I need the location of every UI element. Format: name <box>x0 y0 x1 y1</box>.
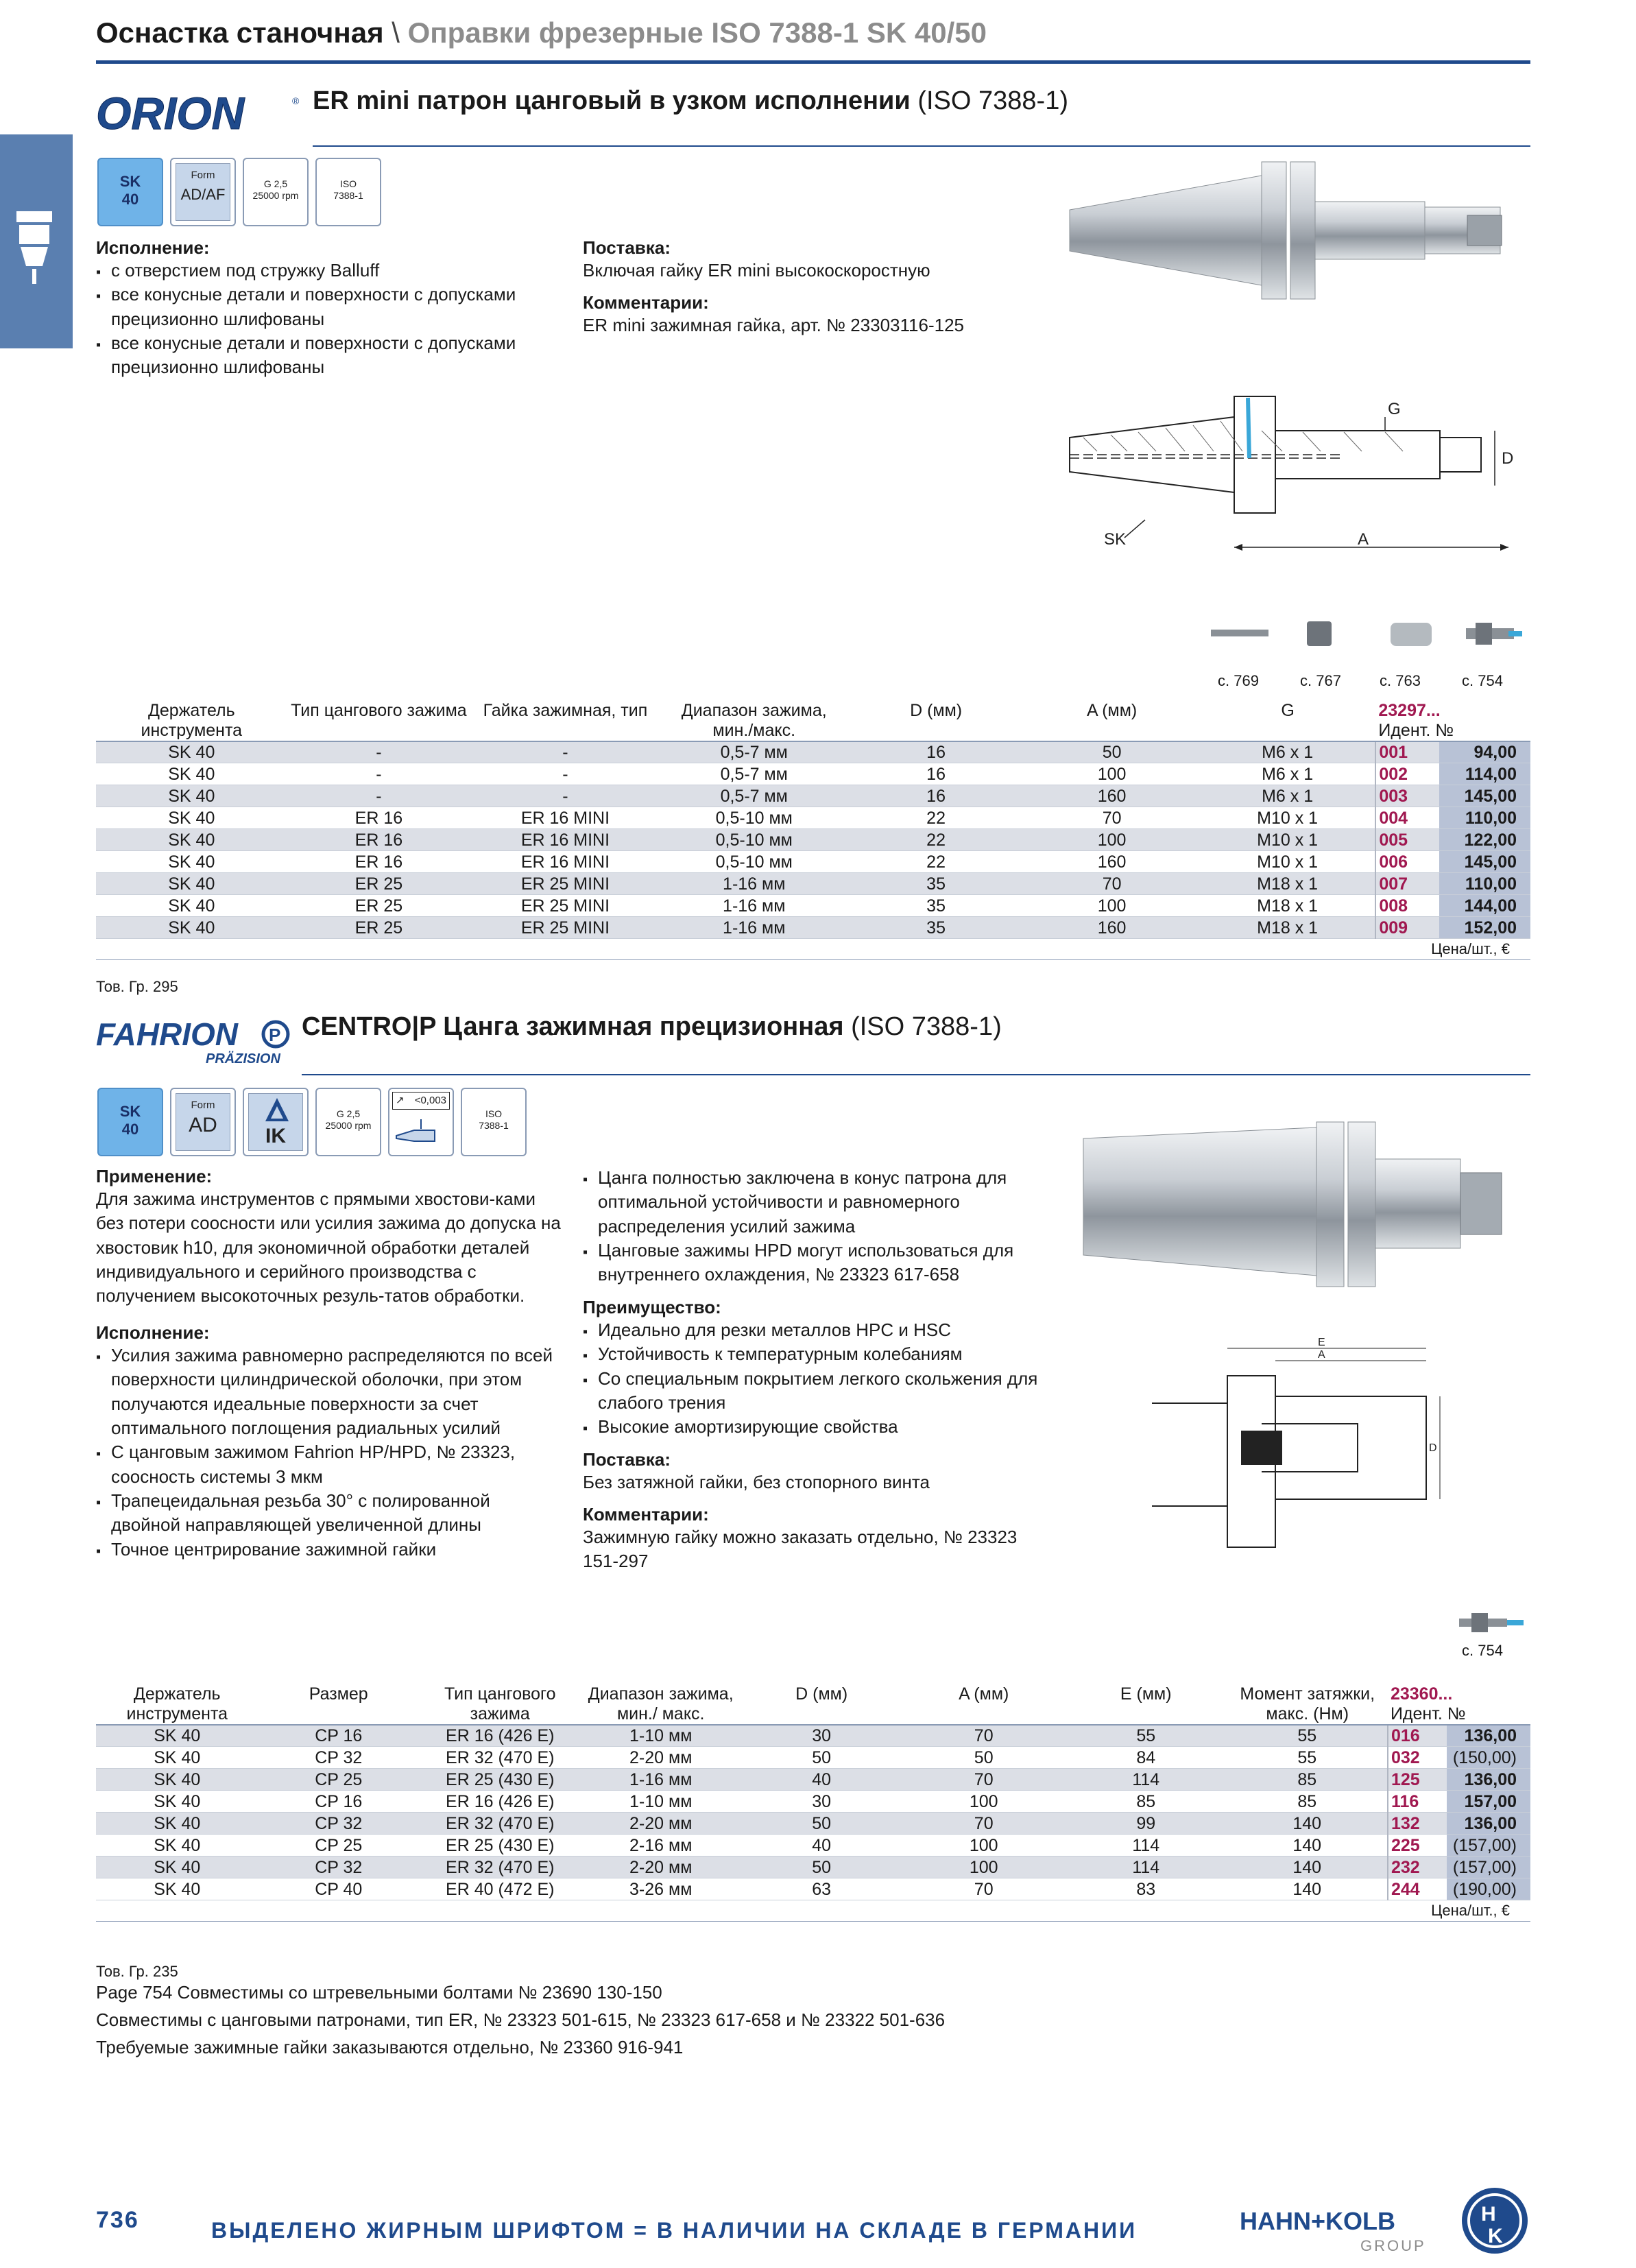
table-cell: 63 <box>741 1878 903 1900</box>
table-cell: CP 25 <box>258 1769 419 1791</box>
table-cell: - <box>470 763 660 785</box>
design-item: ▪ с отверстием под стружку Balluff <box>96 259 562 283</box>
table-cell: 16 <box>848 763 1024 785</box>
article-code: 008 <box>1375 895 1439 917</box>
table-cell: M18 x 1 <box>1200 917 1376 939</box>
table-cell: 50 <box>741 1857 903 1878</box>
table-cell: 84 <box>1065 1747 1227 1769</box>
header-subcategory: Оправки фрезерные ISO 7388-1 SK 40/50 <box>407 16 987 49</box>
table-cell: 70 <box>902 1769 1065 1791</box>
table-cell: SK 40 <box>96 807 287 829</box>
table-cell: 22 <box>848 851 1024 873</box>
accessory-thumbnails <box>1207 614 1529 656</box>
table-row <box>96 1747 1530 1769</box>
section2-table <box>96 1680 1530 1922</box>
col-nut-type: Гайка зажимная, тип <box>470 697 660 741</box>
table-cell: 100 <box>1024 763 1200 785</box>
coolant-icon <box>249 1094 305 1125</box>
page-header <box>96 16 987 49</box>
article-code: 004 <box>1375 807 1439 829</box>
er-mini-chuck-photo <box>1056 148 1529 313</box>
accessory-ref-4[interactable]: с. 754 <box>1462 672 1503 689</box>
table-cell: CP 25 <box>258 1835 419 1857</box>
table-cell: 1-10 мм <box>581 1725 741 1747</box>
table-cell: SK 40 <box>96 1725 258 1747</box>
table-cell: 2-16 мм <box>581 1835 741 1857</box>
price-cell: 152,00 <box>1439 917 1530 939</box>
table-cell: SK 40 <box>96 873 287 895</box>
pull-stud-thumbnail <box>1456 1609 1532 1636</box>
group-wordmark: GROUP <box>1360 2237 1426 2254</box>
svg-text:ORION: ORION <box>96 91 245 137</box>
table-cell: 85 <box>1227 1791 1387 1813</box>
svg-text:E: E <box>1318 1337 1325 1348</box>
sk40-symbol: SK 40 <box>97 1088 163 1156</box>
table-cell: ER 16 <box>287 829 471 851</box>
price-cell: 145,00 <box>1439 851 1530 873</box>
table-cell: SK 40 <box>96 851 287 873</box>
price-note: Цена/шт., € <box>96 939 1530 960</box>
price-cell: (190,00) <box>1447 1878 1530 1900</box>
col-e: E (мм) <box>1065 1680 1227 1725</box>
fahrion-logo <box>96 1015 295 1067</box>
table-cell: SK 40 <box>96 895 287 917</box>
col-holder: Держатель инструмента <box>96 1680 258 1725</box>
table-cell: 70 <box>1024 873 1200 895</box>
table-row <box>96 895 1530 917</box>
table-cell: 55 <box>1227 1747 1387 1769</box>
article-code: 225 <box>1388 1835 1447 1857</box>
col-a: A (мм) <box>1024 697 1200 741</box>
table-cell: ER 16 (426 E) <box>419 1791 581 1813</box>
table-row <box>96 829 1530 851</box>
table-cell: 160 <box>1024 917 1200 939</box>
accessory-ref-3[interactable]: с. 763 <box>1380 672 1421 689</box>
col-id: 23360... Идент. № <box>1388 1680 1530 1725</box>
hahn-kolb-wordmark: HAHN+KOLB <box>1240 2207 1396 2235</box>
col-torque: Момент затяжки, макс. (Нм) <box>1227 1680 1387 1725</box>
delivery-title: Поставка: <box>583 1448 671 1470</box>
table-cell: ER 32 (470 E) <box>419 1813 581 1835</box>
table-row <box>96 1813 1530 1835</box>
table-cell: ER 16 <box>287 807 471 829</box>
feature-item: ▪ Цанговые зажимы HPD могут использоваться для внутреннего охлаждения, № 23323 617-658 <box>583 1239 1049 1287</box>
table-cell: M10 x 1 <box>1200 807 1376 829</box>
table-footer <box>96 1900 1530 1922</box>
article-code: 007 <box>1375 873 1439 895</box>
table-cell: M6 x 1 <box>1200 785 1376 807</box>
table-cell: SK 40 <box>96 741 287 763</box>
table-cell: SK 40 <box>96 1769 258 1791</box>
table-row <box>96 807 1530 829</box>
table-cell: 0,5-7 мм <box>660 763 848 785</box>
table-cell: 50 <box>1024 741 1200 763</box>
table-cell: M10 x 1 <box>1200 829 1376 851</box>
section2-left-text <box>96 1166 562 1562</box>
table-cell: 100 <box>1024 895 1200 917</box>
article-code: 009 <box>1375 917 1439 939</box>
header-separator: \ <box>392 16 400 49</box>
table-cell: 16 <box>848 785 1024 807</box>
table-cell: 0,5-7 мм <box>660 785 848 807</box>
design-title: Исполнение: <box>96 237 210 258</box>
section2-group: Тов. Гр. 235 <box>96 1963 178 1980</box>
table-cell: M6 x 1 <box>1200 763 1376 785</box>
table-cell: 50 <box>741 1813 903 1835</box>
table-cell: ER 16 MINI <box>470 851 660 873</box>
table-cell: - <box>470 785 660 807</box>
table-cell: CP 16 <box>258 1725 419 1747</box>
note-line: Page 754 Совместимы со штревельными болтами № 23690 130-150 <box>96 1982 662 2003</box>
form-symbol: Form AD/AF <box>170 158 236 226</box>
table-cell: 100 <box>902 1835 1065 1857</box>
note-line: Требуемые зажимные гайки заказываются отдельно, № 23360 916-941 <box>96 2037 684 2057</box>
table-row <box>96 785 1530 807</box>
table-cell: 40 <box>741 1835 903 1857</box>
table-cell: 50 <box>741 1747 903 1769</box>
price-cell: 114,00 <box>1439 763 1530 785</box>
table-cell: 1-10 мм <box>581 1791 741 1813</box>
iso-symbol: ISO 7388-1 <box>315 158 381 226</box>
table-row <box>96 1878 1530 1900</box>
table-cell: SK 40 <box>96 1747 258 1769</box>
table-cell: 0,5-10 мм <box>660 851 848 873</box>
article-code: 125 <box>1388 1769 1447 1791</box>
table-cell: 160 <box>1024 785 1200 807</box>
col-range: Диапазон зажима, мин./макс. <box>660 697 848 741</box>
table-row <box>96 1835 1530 1857</box>
table-cell: 55 <box>1227 1725 1387 1747</box>
col-collet-type: Тип цангового зажима <box>287 697 471 741</box>
stock-note: ВЫДЕЛЕНО ЖИРНЫМ ШРИФТОМ = В НАЛИЧИИ НА СКЛАДЕ В ГЕРМАНИИ <box>211 2218 1138 2243</box>
svg-text:D: D <box>1502 449 1514 468</box>
section1-table <box>96 697 1530 960</box>
col-a: A (мм) <box>902 1680 1065 1725</box>
table-cell: ER 25 (430 E) <box>419 1835 581 1857</box>
table-cell: ER 32 (470 E) <box>419 1857 581 1878</box>
design-item: ▪ Усилия зажима равномерно распределяются по всей поверхности цилиндрической оболочки, при этом получаются идеальные поверхности за счет оптимального поглощения радиальных усилий <box>96 1344 562 1440</box>
price-cell: 136,00 <box>1447 1769 1530 1791</box>
accessory-ref[interactable]: с. 754 <box>1462 1642 1503 1659</box>
table-cell: 100 <box>902 1857 1065 1878</box>
table-cell: 35 <box>848 917 1024 939</box>
table-cell: 22 <box>848 807 1024 829</box>
table-cell: SK 40 <box>96 829 287 851</box>
advantage-item: ▪ Устойчивость к температурным колебаниям <box>583 1342 1049 1366</box>
col-holder: Держатель инструмента <box>96 697 287 741</box>
table-cell: 114 <box>1065 1835 1227 1857</box>
price-cell: 144,00 <box>1439 895 1530 917</box>
article-code: 116 <box>1388 1791 1447 1813</box>
svg-text:A: A <box>1318 1349 1325 1361</box>
design-item: ▪ Точное центрирование зажимной гайки <box>96 1538 562 1562</box>
table-cell: 0,5-10 мм <box>660 829 848 851</box>
table-cell: ER 32 (470 E) <box>419 1747 581 1769</box>
article-code: 032 <box>1388 1747 1447 1769</box>
advantage-item: ▪ Со специальным покрытием легкого скольжения для слабого трения <box>583 1367 1049 1416</box>
table-cell: 2-20 мм <box>581 1813 741 1835</box>
table-cell: 1-16 мм <box>581 1769 741 1791</box>
table-row <box>96 873 1530 895</box>
comments-text: Зажимную гайку можно заказать отдельно, № 23323 151-297 <box>583 1526 1018 1572</box>
design-item: ▪ все конусные детали и поверхности с допусками прецизионно шлифованы <box>96 331 562 380</box>
table-cell: ER 16 MINI <box>470 807 660 829</box>
delivery-title: Поставка: <box>583 237 671 258</box>
table-cell: 70 <box>902 1813 1065 1835</box>
table-cell: 22 <box>848 829 1024 851</box>
table-row <box>96 741 1530 763</box>
drill-chuck-icon <box>0 134 73 348</box>
svg-text:®: ® <box>292 95 299 106</box>
table-cell: CP 32 <box>258 1857 419 1878</box>
advantage-item: ▪ Высокие амортизирующие свойства <box>583 1415 1049 1439</box>
table-cell: CP 16 <box>258 1791 419 1813</box>
price-cell: 157,00 <box>1447 1791 1530 1813</box>
table-cell: 114 <box>1065 1769 1227 1791</box>
price-cell: 136,00 <box>1447 1725 1530 1747</box>
table-cell: 70 <box>902 1725 1065 1747</box>
centrop-chuck-photo <box>1076 1118 1515 1296</box>
comments-title: Комментарии: <box>583 1503 709 1525</box>
article-code: 232 <box>1388 1857 1447 1878</box>
price-note: Цена/шт., € <box>96 1900 1530 1922</box>
svg-text:PRÄZISION: PRÄZISION <box>206 1051 280 1066</box>
svg-text:K: K <box>1488 2225 1503 2247</box>
table-cell: 114 <box>1065 1857 1227 1878</box>
price-cell: 94,00 <box>1439 741 1530 763</box>
use-title: Применение: <box>96 1166 213 1186</box>
col-range: Диапазон зажима, мин./ макс. <box>581 1680 741 1725</box>
internal-coolant-symbol: IK <box>243 1088 309 1156</box>
table-cell: M10 x 1 <box>1200 851 1376 873</box>
table-cell: SK 40 <box>96 1835 258 1857</box>
header-rule <box>96 60 1530 64</box>
col-d: D (мм) <box>848 697 1024 741</box>
sk40-symbol: SK 40 <box>97 158 163 226</box>
table-row <box>96 1857 1530 1878</box>
table-cell: ER 25 MINI <box>470 917 660 939</box>
design-item: ▪ Трапецеидальная резьба 30° с полированной двойной направляющей увеличенной длины <box>96 1489 562 1538</box>
table-cell: CP 40 <box>258 1878 419 1900</box>
table-cell: 1-16 мм <box>660 917 848 939</box>
table-cell: ER 16 (426 E) <box>419 1725 581 1747</box>
table-cell: 140 <box>1227 1857 1387 1878</box>
svg-text:A: A <box>1358 530 1369 549</box>
orion-logo <box>96 91 299 137</box>
table-footer <box>96 939 1530 960</box>
table-cell: 99 <box>1065 1813 1227 1835</box>
table-cell: - <box>287 741 471 763</box>
use-text: Для зажима инструментов с прямыми хвостови-ками без потери соосности или усилия зажима до допуска на хвостовик h10, для экономичной обработки деталей индивидуального и серийного производства с получением высокоточных резуль-татов обработки. <box>96 1189 561 1306</box>
design-item: ▪ С цанговым зажимом Fahrion HP/HPD, № 23323, соосность системы 3 мкм <box>96 1440 562 1489</box>
section1-design <box>96 237 562 380</box>
col-id: 23297... Идент. № <box>1375 697 1530 741</box>
design-item: ▪ все конусные детали и поверхности с допусками прецизионно шлифованы <box>96 283 562 331</box>
table-cell: - <box>470 741 660 763</box>
table-cell: 50 <box>902 1747 1065 1769</box>
table-cell: 2-20 мм <box>581 1857 741 1878</box>
table-cell: CP 32 <box>258 1747 419 1769</box>
table-cell: SK 40 <box>96 1878 258 1900</box>
svg-text:H: H <box>1481 2203 1496 2225</box>
table-cell: SK 40 <box>96 1791 258 1813</box>
hahn-kolb-logo <box>1459 2185 1530 2256</box>
accessory-ref-2[interactable]: с. 767 <box>1300 672 1341 689</box>
article-code: 132 <box>1388 1813 1447 1835</box>
table-cell: SK 40 <box>96 785 287 807</box>
article-code: 002 <box>1375 763 1439 785</box>
section2-middle-text <box>583 1166 1049 1574</box>
price-cell: 145,00 <box>1439 785 1530 807</box>
col-d: D (мм) <box>741 1680 903 1725</box>
section-side-tab[interactable] <box>0 134 73 348</box>
article-code: 244 <box>1388 1878 1447 1900</box>
note-line: Совместимы с цанговыми патронами, тип ER, № 23323 501-615, № 23323 617-658 и № 23322 501-636 <box>96 2009 946 2030</box>
table-row <box>96 1791 1530 1813</box>
table-cell: 1-16 мм <box>660 895 848 917</box>
table-cell: 35 <box>848 895 1024 917</box>
table-cell: ER 25 <box>287 895 471 917</box>
table-cell: 140 <box>1227 1813 1387 1835</box>
table-cell: 160 <box>1024 851 1200 873</box>
table-cell: 30 <box>741 1791 903 1813</box>
table-cell: M18 x 1 <box>1200 895 1376 917</box>
delivery-text: Включая гайку ER mini высокоскоростную <box>583 260 930 280</box>
page-number: 736 <box>96 2207 139 2233</box>
table-cell: ER 25 <box>287 917 471 939</box>
section2-title: CENTRO|P Цанга зажимная прецизионная (ISO 7388-1) <box>302 1012 1002 1041</box>
article-code: 003 <box>1375 785 1439 807</box>
article-code: 001 <box>1375 741 1439 763</box>
table-cell: 55 <box>1065 1725 1227 1747</box>
table-cell: 1-16 мм <box>660 873 848 895</box>
table-cell: ER 25 MINI <box>470 873 660 895</box>
article-code: 005 <box>1375 829 1439 851</box>
table-row <box>96 1769 1530 1791</box>
table-cell: 70 <box>902 1878 1065 1900</box>
price-cell: 110,00 <box>1439 807 1530 829</box>
table-cell: SK 40 <box>96 1813 258 1835</box>
table-cell: 16 <box>848 741 1024 763</box>
runout-symbol: ↗ <0,003 <box>388 1088 454 1156</box>
comments-title: Комментарии: <box>583 292 709 313</box>
table-cell: - <box>287 763 471 785</box>
svg-text:G: G <box>1388 400 1401 418</box>
article-code: 006 <box>1375 851 1439 873</box>
table-row <box>96 917 1530 939</box>
price-cell: (150,00) <box>1447 1747 1530 1769</box>
table-cell: 140 <box>1227 1835 1387 1857</box>
table-cell: ER 25 MINI <box>470 895 660 917</box>
table-cell: 35 <box>848 873 1024 895</box>
table-cell: 40 <box>741 1769 903 1791</box>
design-title: Исполнение: <box>96 1322 210 1343</box>
table-cell: 83 <box>1065 1878 1227 1900</box>
table-cell: ER 16 <box>287 851 471 873</box>
table-cell: ER 25 <box>287 873 471 895</box>
header-category: Оснастка станочная <box>96 16 384 49</box>
advantage-item: ▪ Идеально для резки металлов HPC и HSC <box>583 1318 1049 1342</box>
section1-title: ER mini патрон цанговый в узком исполнении (ISO 7388-1) <box>313 86 1068 115</box>
svg-text:P: P <box>269 1025 281 1045</box>
table-cell: 0,5-10 мм <box>660 807 848 829</box>
table-cell: CP 32 <box>258 1813 419 1835</box>
section1-group: Тов. Гр. 295 <box>96 978 178 995</box>
price-cell: (157,00) <box>1447 1857 1530 1878</box>
table-cell: 30 <box>741 1725 903 1747</box>
svg-text:D: D <box>1429 1442 1437 1454</box>
section2-rule <box>302 1074 1530 1075</box>
section1-rule <box>313 145 1530 147</box>
table-cell: 100 <box>902 1791 1065 1813</box>
table-cell: M6 x 1 <box>1200 741 1376 763</box>
er-mini-chuck-drawing <box>1056 390 1529 575</box>
table-cell: 0,5-7 мм <box>660 741 848 763</box>
table-cell: M18 x 1 <box>1200 873 1376 895</box>
comments-text: ER mini зажимная гайка, арт. № 23303116-125 <box>583 315 965 336</box>
centrop-chuck-drawing <box>1138 1335 1522 1554</box>
table-cell: 70 <box>1024 807 1200 829</box>
iso-symbol: ISO 7388-1 <box>461 1088 527 1156</box>
table-cell: 140 <box>1227 1878 1387 1900</box>
form-symbol: Form AD <box>170 1088 236 1156</box>
price-cell: 136,00 <box>1447 1813 1530 1835</box>
runout-icon <box>394 1117 450 1151</box>
table-cell: - <box>287 785 471 807</box>
delivery-text: Без затяжной гайки, без стопорного винта <box>583 1471 930 1492</box>
balance-symbol: G 2,5 25000 rpm <box>315 1088 381 1156</box>
accessory-ref-1[interactable]: с. 769 <box>1218 672 1259 689</box>
table-cell: ER 16 MINI <box>470 829 660 851</box>
feature-item: ▪ Цанга полностью заключена в конус патрона для оптимальной устойчивости и равномерного распределения усилий зажима <box>583 1166 1049 1239</box>
table-row <box>96 763 1530 785</box>
table-row <box>96 1725 1530 1747</box>
table-cell: SK 40 <box>96 763 287 785</box>
svg-text:FAHRION: FAHRION <box>96 1016 238 1052</box>
col-size: Размер <box>258 1680 419 1725</box>
col-g: G <box>1200 697 1376 741</box>
table-cell: ER 25 (430 E) <box>419 1769 581 1791</box>
table-cell: SK 40 <box>96 917 287 939</box>
price-cell: 110,00 <box>1439 873 1530 895</box>
svg-text:SK: SK <box>1104 530 1127 549</box>
table-cell: SK 40 <box>96 1857 258 1878</box>
section1-delivery <box>583 237 1035 338</box>
advantage-title: Преимущество: <box>583 1296 721 1317</box>
table-cell: 85 <box>1227 1769 1387 1791</box>
table-cell: 3-26 мм <box>581 1878 741 1900</box>
table-row <box>96 851 1530 873</box>
price-cell: 122,00 <box>1439 829 1530 851</box>
table-cell: ER 40 (472 E) <box>419 1878 581 1900</box>
table-cell: 100 <box>1024 829 1200 851</box>
price-cell: (157,00) <box>1447 1835 1530 1857</box>
article-code: 016 <box>1388 1725 1447 1747</box>
col-collet-type: Тип цангового зажима <box>419 1680 581 1725</box>
table-cell: 2-20 мм <box>581 1747 741 1769</box>
balance-symbol: G 2,5 25000 rpm <box>243 158 309 226</box>
table-cell: 85 <box>1065 1791 1227 1813</box>
